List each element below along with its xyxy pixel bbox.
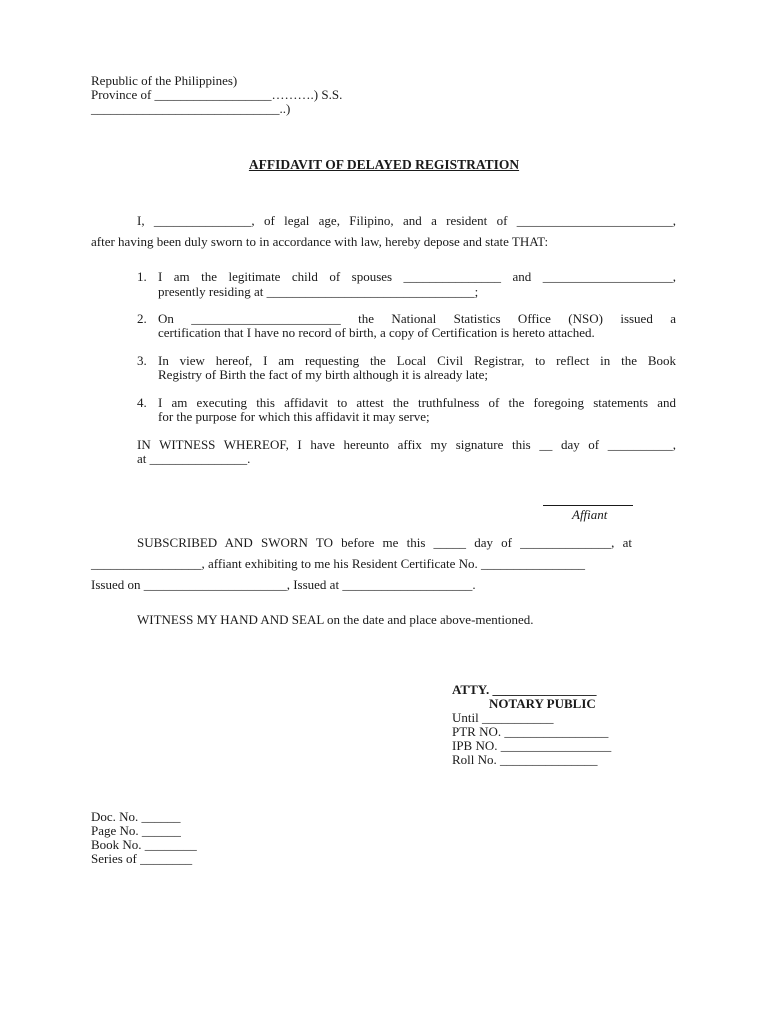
- header-province: Province of __________________……….) S.S.: [91, 87, 343, 102]
- subscribed-line-2: _________________, affiant exhibiting to me his Resident Certificate No. ________________: [91, 556, 586, 571]
- notary-roll-no: Roll No. _______________: [452, 752, 598, 767]
- intro-line-1: I, _______________, of legal age, Filipino, and a resident of ________________________,: [137, 213, 676, 228]
- item-text-line: In view hereof, I am requesting the Local Civil Registrar, to reflect in the Book: [158, 353, 676, 368]
- intro-line-2: after having been duly sworn to in accordance with law, hereby depose and state THAT:: [91, 234, 549, 249]
- subscribed-line-1: SUBSCRIBED AND SWORN TO before me this _____ day of ______________, at: [137, 535, 632, 550]
- item-number: 2.: [137, 311, 147, 326]
- witness-line-1: IN WITNESS WHEREOF, I have hereunto affix my signature this __ day of __________,: [137, 437, 676, 452]
- affiant-label: Affiant: [572, 507, 608, 522]
- witness-line-2: at _______________.: [137, 451, 251, 466]
- witness-hand-seal: WITNESS MY HAND AND SEAL on the date and place above-mentioned.: [137, 612, 534, 627]
- document-title: AFFIDAVIT OF DELAYED REGISTRATION: [248, 157, 520, 172]
- subscribed-line-3: Issued on ______________________, Issued at ____________________.: [91, 577, 476, 592]
- item-text-line: On _______________________ the National Statistics Office (NSO) issued a: [158, 311, 676, 326]
- item-text-line: Registry of Birth the fact of my birth although it is already late;: [158, 367, 488, 382]
- item-number: 1.: [137, 269, 147, 284]
- item-text-line: I am the legitimate child of spouses _______________ and ____________________,: [158, 269, 676, 284]
- item-number: 3.: [137, 353, 147, 368]
- affiant-signature-line: [543, 505, 633, 506]
- docket-doc-no: Doc. No. ______: [91, 809, 181, 824]
- header-blank-line: _____________________________..): [91, 101, 291, 116]
- notary-public-title: NOTARY PUBLIC: [489, 696, 596, 711]
- notary-ipb-no: IPB NO. _________________: [452, 738, 612, 753]
- notary-atty-line: ATTY. ________________: [452, 682, 597, 697]
- item-text-line: certification that I have no record of birth, a copy of Certification is hereto attached.: [158, 325, 595, 340]
- item-text-line: for the purpose for which this affidavit it may serve;: [158, 409, 430, 424]
- docket-series-of: Series of ________: [91, 851, 193, 866]
- item-number: 4.: [137, 395, 147, 410]
- notary-ptr-no: PTR NO. ________________: [452, 724, 609, 739]
- item-text-line: I am executing this affidavit to attest the truthfulness of the foregoing statements and: [158, 395, 676, 410]
- header-republic: Republic of the Philippines): [91, 73, 238, 88]
- notary-until: Until ___________: [452, 710, 554, 725]
- item-text-line: presently residing at ________________________________;: [158, 284, 479, 299]
- docket-book-no: Book No. ________: [91, 837, 197, 852]
- docket-page-no: Page No. ______: [91, 823, 181, 838]
